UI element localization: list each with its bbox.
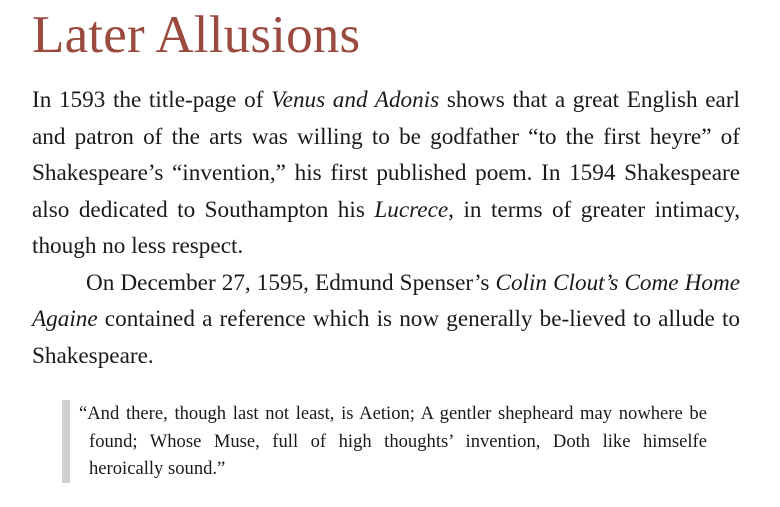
book-title-colin-clout: Colin Clout’s Come Home Againe — [32, 269, 740, 332]
article — [32, 0, 740, 374]
paragraph-2 — [32, 265, 740, 375]
blockquote — [62, 400, 707, 483]
paragraph-1-text-b: shows that a great English earl and patron of the arts was willing to be godfather “to the first heyre” of Shakespeare’s “invention,” his first published poem. In 1594 Shakespeare also dedicated to Southampton his — [32, 87, 740, 223]
paragraph-2-text-b: contained a reference which is now generally be-lieved to allude to Shakespeare. — [32, 306, 740, 369]
page-title: Later Allusions — [32, 6, 361, 64]
paragraph-1-text-a: In 1593 the title-page of — [32, 87, 272, 113]
paragraph-2-text-a: On December 27, 1595, Edmund Spenser’s — [86, 269, 496, 296]
blockquote-text: “And there, though last not least, is Aetion; A gentler shepheard may nowhere be found; Whose Muse, full of high thoughts’ invention, Doth like himselfe heroically sound.” — [79, 403, 707, 479]
paragraph-1-text-c: , in terms of greater intimacy, though no less respect. — [32, 196, 740, 259]
paragraph-1 — [32, 82, 740, 265]
book-title-venus-and-adonis: Venus and Adonis — [271, 87, 440, 113]
book-title-lucrece: Lucrece — [374, 196, 449, 223]
